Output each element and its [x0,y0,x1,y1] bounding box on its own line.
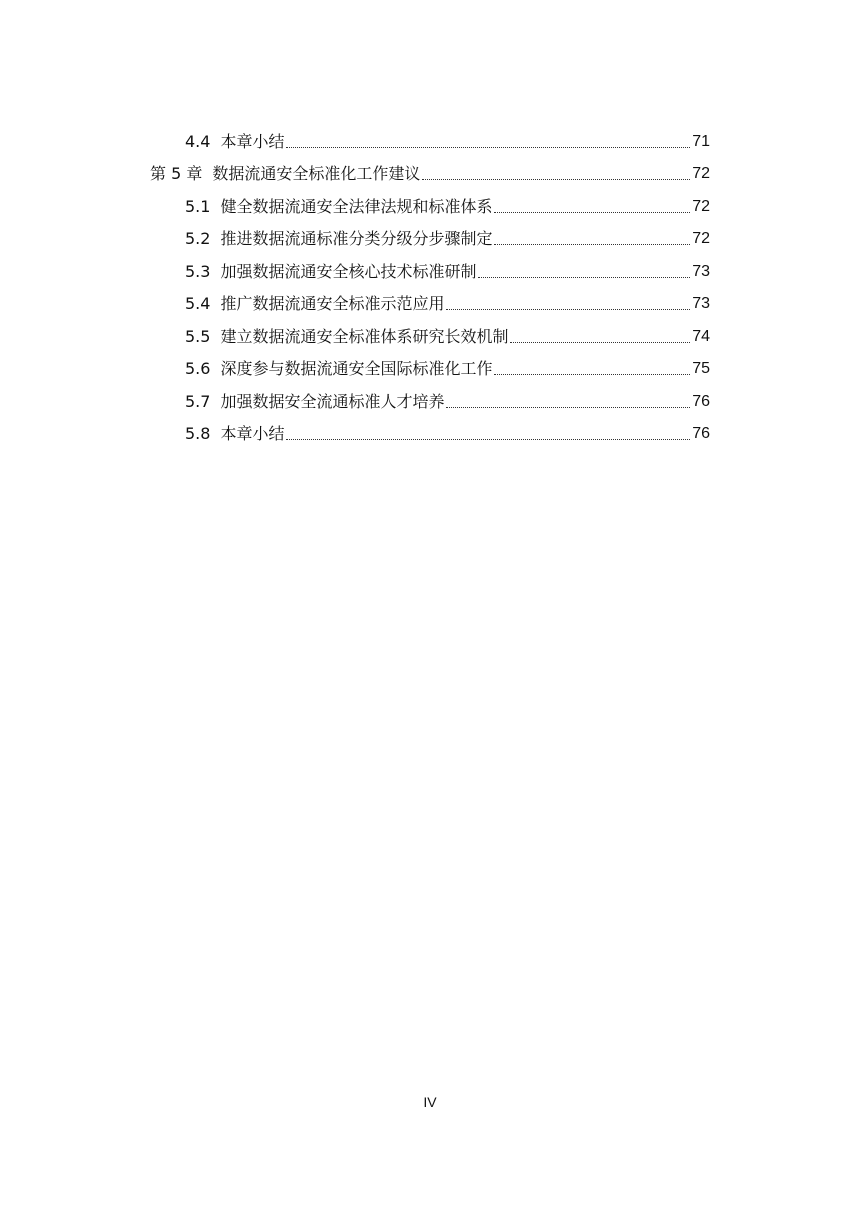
toc-entry-title: 加强数据安全流通标准人才培养 [220,392,445,411]
toc-entry-page: 72 [692,198,710,215]
toc-entry-title: 加强数据流通安全核心技术标准研制 [220,262,477,281]
toc-entry-title: 数据流通安全标准化工作建议 [212,164,421,183]
toc-entry-chapter-5[interactable] [150,152,710,184]
toc-entry-page: 72 [692,230,710,247]
toc-entry-number: 5.6 [185,359,211,378]
toc-entry-title: 建立数据流通安全标准体系研究长效机制 [220,327,509,346]
toc-entry-title: 推进数据流通标准分类分级分步骤制定 [220,229,493,248]
toc-dot-leader [494,211,690,213]
toc-entry-5-7[interactable] [185,380,710,412]
toc-entry-5-2[interactable] [185,217,710,249]
toc-entry-5-5[interactable] [185,315,710,347]
toc-entry-number: 5.3 [185,262,211,281]
page-number: IV [423,1094,437,1110]
toc-dot-leader [494,243,690,245]
toc-dot-leader [286,146,690,148]
toc-entry-page: 73 [692,295,710,312]
toc-entry-number: 4.4 [185,132,211,151]
toc-entry-5-6[interactable] [185,347,710,379]
toc-entry-number: 5.7 [185,392,211,411]
toc-entry-number: 5.2 [185,229,211,248]
toc-dot-leader [510,341,690,343]
toc-dot-leader [446,308,690,310]
toc-dot-leader [286,438,690,440]
toc-entry-5-8[interactable] [185,412,710,444]
toc-entry-page: 76 [692,425,710,442]
toc-entry-title: 本章小结 [220,132,285,151]
toc-entry-number: 5.5 [185,327,211,346]
toc-entry-page: 73 [692,263,710,280]
toc-entry-number: 5.8 [185,424,211,443]
toc-entry-title: 健全数据流通安全法律法规和标准体系 [220,197,493,216]
toc-entry-number: 5.1 [185,197,211,216]
toc-entry-page: 75 [692,360,710,377]
toc-entry-page: 72 [692,165,710,182]
toc-entry-page: 76 [692,393,710,410]
toc-entry-number: 第 5 章 [150,164,203,183]
toc-entry-number: 5.4 [185,294,211,313]
toc-entry-title: 深度参与数据流通安全国际标准化工作 [220,359,493,378]
toc-entry-5-1[interactable] [185,185,710,217]
toc-entry-5-3[interactable] [185,250,710,282]
toc-entry-5-4[interactable] [185,282,710,314]
toc-dot-leader [478,276,690,278]
toc-dot-leader [494,373,690,375]
toc-entry-page: 71 [692,133,710,150]
toc-entry-page: 74 [692,328,710,345]
toc-entry-title: 本章小结 [220,424,285,443]
toc-entry-title: 推广数据流通安全标准示范应用 [220,294,445,313]
toc-entry-4-4[interactable] [185,120,710,152]
toc-dot-leader [422,178,690,180]
toc-dot-leader [446,406,690,408]
